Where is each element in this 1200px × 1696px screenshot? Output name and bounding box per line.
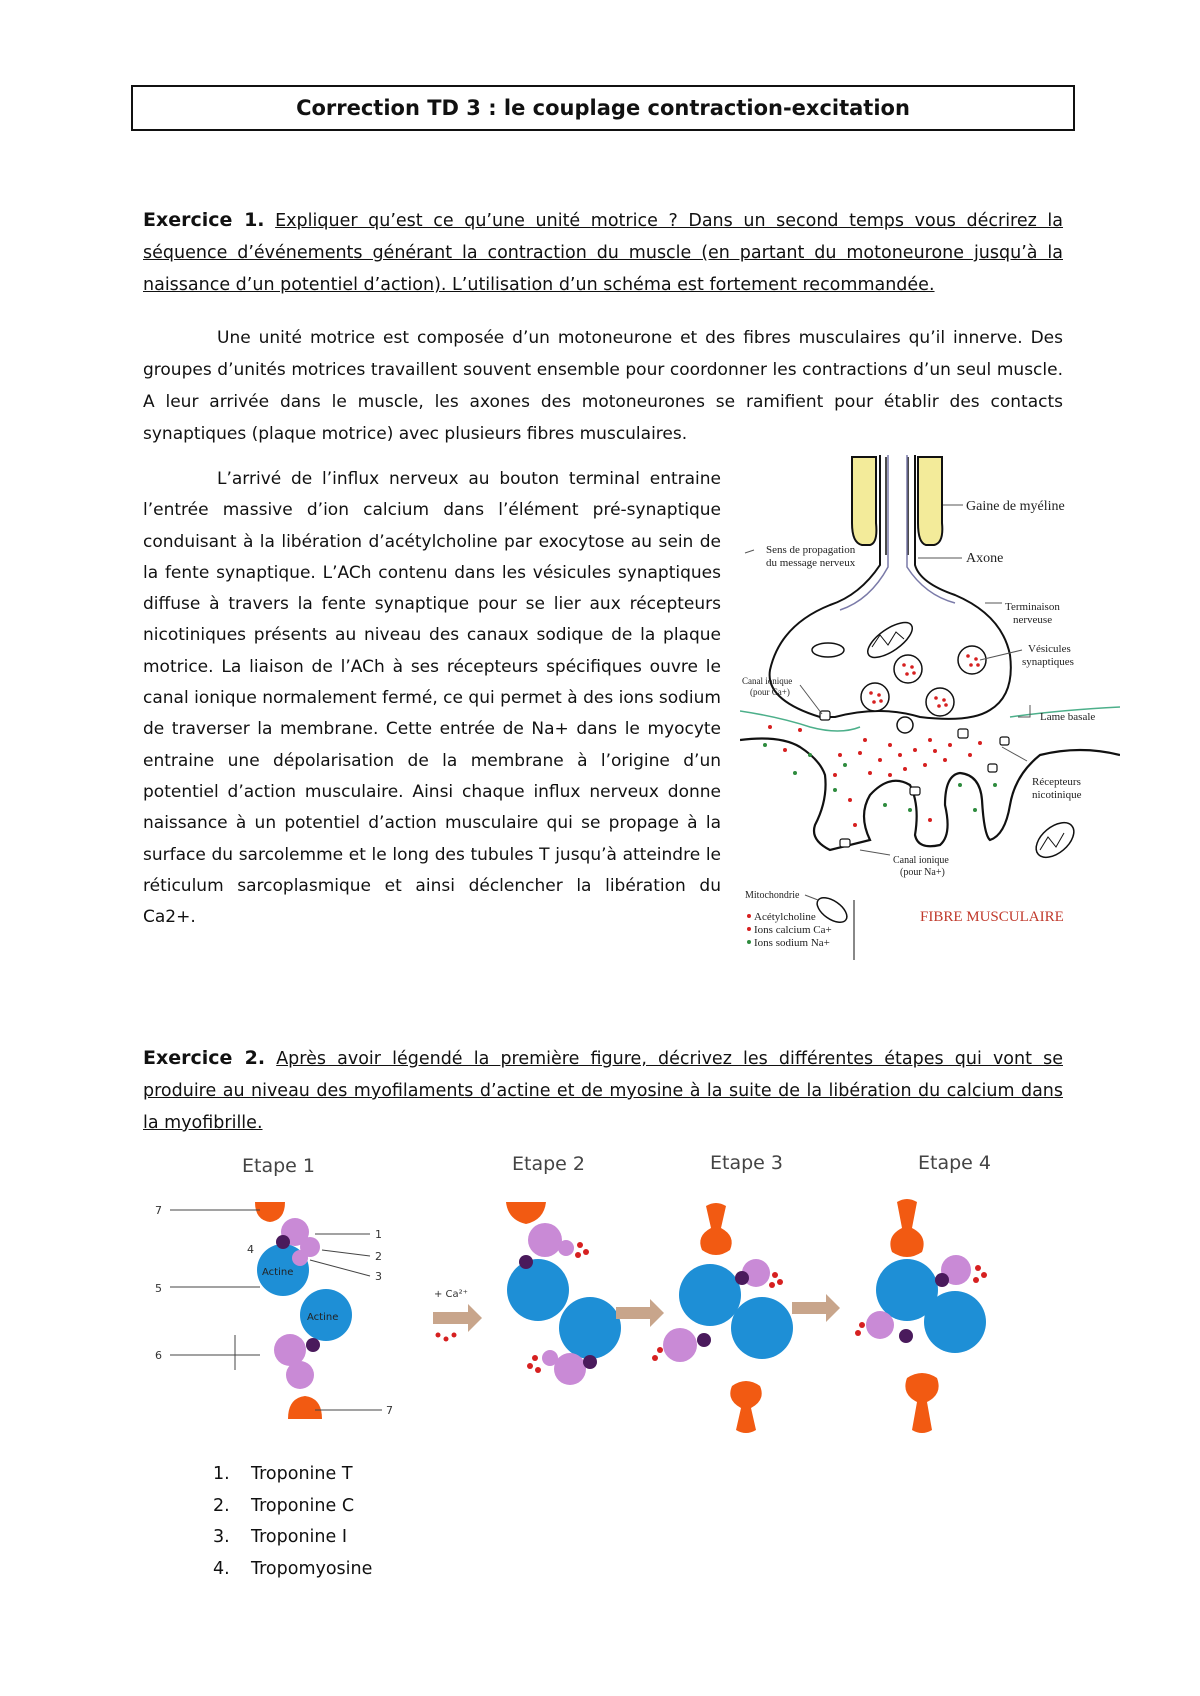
label-lame: Lame basale — [1040, 711, 1096, 723]
step2-troponin-bottom — [554, 1353, 586, 1385]
step3-tropomyosin-top — [735, 1271, 749, 1285]
vesicle-4 — [926, 688, 954, 716]
channels — [820, 711, 1009, 847]
legend-num: 1. — [213, 1464, 230, 1484]
legend-dot-ca — [747, 927, 751, 931]
exercise2-label: Exercice 2. — [143, 1047, 266, 1069]
label-canal-na-2: (pour Na+) — [900, 867, 945, 878]
label-sens-1: Sens de propagation — [766, 544, 856, 556]
step1-troponin-i-top — [292, 1250, 308, 1266]
ca-dot-3 — [452, 1333, 457, 1338]
num-6: 6 — [155, 1349, 162, 1362]
num-1: 1 — [375, 1228, 382, 1241]
step2-troponin-c-top — [558, 1240, 574, 1256]
legend-ca: Ions calcium Ca+ — [754, 924, 832, 936]
legend-text: Troponine I — [251, 1527, 347, 1547]
label-canal-ca-2: (pour Ca+) — [750, 687, 790, 697]
myelin-right — [918, 457, 942, 545]
exercise2-question — [143, 1042, 1063, 1139]
step-title-1: Etape 1 — [242, 1155, 315, 1177]
label-fibre-musculaire: FIBRE MUSCULAIRE — [920, 909, 1064, 925]
legend-text: Troponine T — [251, 1464, 353, 1484]
ach-dots-red — [768, 725, 982, 827]
step-title-3: Etape 3 — [710, 1152, 783, 1174]
label-mitochondrie: Mitochondrie — [745, 890, 800, 901]
arrow-2 — [616, 1299, 664, 1327]
label-recepteurs-1: Récepteurs — [1032, 776, 1081, 788]
step2-troponin-top — [528, 1223, 562, 1257]
arrow-1 — [433, 1304, 482, 1332]
step1-numbers — [155, 1204, 393, 1417]
exercise1-question — [143, 204, 1063, 301]
step4-tropomyosin-top — [935, 1273, 949, 1287]
step1-actine-label-2: Actine — [307, 1312, 339, 1323]
vesicle-1 — [894, 655, 922, 683]
step1-myosin-top — [255, 1202, 285, 1222]
step2-tropomyosin-bottom — [583, 1355, 597, 1369]
ca-label: + Ca²⁺ — [434, 1289, 468, 1300]
label-canal-ca-1: Canal ionique — [742, 676, 793, 686]
legend-ach: Acétylcholine — [754, 911, 816, 923]
legend-dot-ach — [747, 914, 751, 918]
step3-myosin-top — [700, 1203, 731, 1255]
legend-item — [213, 1554, 372, 1586]
ca-dot-2 — [444, 1337, 449, 1342]
step1-myosin-bottom — [288, 1396, 322, 1419]
label-axone: Axone — [966, 551, 1004, 566]
legend-item — [213, 1491, 372, 1523]
step2-actin-1 — [507, 1259, 569, 1321]
synapse-figure — [740, 455, 1120, 960]
step4-myosin-top — [890, 1199, 923, 1257]
label-sens-2: du message nerveux — [766, 557, 856, 569]
exercise1-label: Exercice 1. — [143, 209, 265, 231]
step-2-diagram — [506, 1202, 621, 1385]
legend-num: 2. — [213, 1495, 230, 1516]
num-2: 2 — [375, 1250, 382, 1263]
step2-myosin-top — [506, 1202, 546, 1224]
legend-text: Troponine C — [251, 1495, 355, 1516]
terminal-outline — [770, 455, 1011, 719]
legend-num: 3. — [213, 1527, 230, 1547]
step4-myosin-bottom — [905, 1373, 938, 1433]
exercise1-paragraph-2: L’arrivé de l’influx nerveux au bouton terminal entraine l’entrée massive d’ion calcium dans l’élément pré-synaptique conduisant à la libération d’acétylcholine par exocytose au sein de la fente synaptique. L’ACh contenu dans les vésicules synaptiques diffuse à travers la fente synaptique pour se lier aux récepteurs nicotiniques présents au niveau des canaux sodique de la plaque motrice. La liaison de l’ACh à ses récepteurs spécifiques ouvre le canal ionique normalement fermé, ce qui permet à des ions sodium de traverser la membrane. Cette entrée de Na+ dans le myocyte entraine une dépolarisation de la membrane à l’origine d’un potentiel d’action musculaire. Ainsi chaque influx nerveux donne naissance à un potentiel d’action musculaire qui se propage à la surface du sarcolemme et le long des tubules T jusqu’à atteindre le réticulum sarcoplasmique et ainsi déclencher la libération du Ca2+. — [143, 469, 721, 928]
step4-actin-2 — [924, 1291, 986, 1353]
contraction-steps-figure — [150, 1140, 1050, 1440]
num-3: 3 — [375, 1270, 382, 1283]
na-dots-green — [763, 743, 997, 812]
step2-actin-2 — [559, 1297, 621, 1359]
step1-tropomyosin-bottom — [306, 1338, 320, 1352]
calcium-arrow — [433, 1289, 482, 1342]
step3-myosin-bottom — [730, 1381, 761, 1433]
step3-actin-1 — [679, 1264, 741, 1326]
num-7-bottom: 7 — [386, 1404, 393, 1417]
legend-item — [213, 1522, 372, 1554]
step-3-diagram — [652, 1203, 793, 1433]
ca-dot-1 — [436, 1333, 441, 1338]
num-7-top: 7 — [155, 1204, 162, 1217]
label-terminaison-1: Terminaison — [1005, 601, 1060, 613]
step-titles — [242, 1152, 991, 1177]
step4-troponin-bottom — [866, 1311, 894, 1339]
step1-tropomyosin-top — [276, 1235, 290, 1249]
step3-troponin-bottom — [663, 1328, 697, 1362]
arrow-3 — [792, 1294, 840, 1322]
step-4-diagram — [855, 1199, 987, 1433]
troponin-legend — [213, 1459, 372, 1585]
legend-dot-na — [747, 940, 751, 944]
label-vesicules-2: synaptiques — [1022, 656, 1074, 668]
step4-tropomyosin-bottom — [899, 1329, 913, 1343]
label-gaine: Gaine de myéline — [966, 499, 1065, 514]
step3-tropomyosin-bottom — [697, 1333, 711, 1347]
legend-item — [213, 1459, 372, 1491]
page-title: Correction TD 3 : le couplage contraction-excitation — [131, 85, 1075, 131]
label-canal-na-1: Canal ionique — [893, 855, 949, 866]
num-4: 4 — [247, 1243, 254, 1256]
label-vesicules-1: Vésicules — [1028, 643, 1071, 655]
legend-num: 4. — [213, 1558, 230, 1579]
muscle-mitochondrion-1 — [1030, 816, 1080, 864]
vesicle-3 — [861, 683, 889, 711]
step-title-2: Etape 2 — [512, 1153, 585, 1175]
step1-troponin-c-bottom — [286, 1361, 314, 1389]
label-recepteurs-2: nicotinique — [1032, 789, 1082, 801]
legend-text: Tropomyosine — [251, 1558, 373, 1579]
label-terminaison-2: nerveuse — [1013, 614, 1053, 626]
num-5: 5 — [155, 1282, 162, 1295]
step1-actine-label-1: Actine — [262, 1267, 294, 1278]
step-1-diagram — [155, 1202, 393, 1419]
exercise1-question-text: Expliquer qu’est ce qu’une unité motrice ? Dans un second temps vous décrirez la séquence d’événements générant la contraction du muscle (en partant du motoneurone jusqu’à la naissance d’un potentiel d’action). L’utilisation d’un schéma est fortement recommandée. — [143, 211, 1064, 295]
exercise1-paragraph-1: Une unité motrice est composée d’un motoneurone et des fibres musculaires qu’il innerve. Des groupes d’unités motrices travaillent souvent ensemble pour coordonner les contractions d’un seul muscle. A leur arrivée dans le muscle, les axones des motoneurones se ramifient pour établir des contacts synaptiques (plaque motrice) avec plusieurs fibres musculaires. — [143, 328, 1063, 444]
exocytosis-vesicle — [897, 717, 913, 733]
step3-actin-2 — [731, 1297, 793, 1359]
mitochondrion-2 — [812, 643, 844, 657]
step2-troponin-c-bottom — [542, 1350, 558, 1366]
myelin-left — [852, 457, 876, 545]
step2-tropomyosin-top — [519, 1255, 533, 1269]
exercise2-question-text: Après avoir légendé la première figure, décrivez les différentes étapes qui vont se produire au niveau des myofilaments d’actine et de myosine à la suite de la libération du calcium dans la myofibrille. — [143, 1049, 1063, 1133]
step-title-4: Etape 4 — [918, 1152, 991, 1174]
legend-na: Ions sodium Na+ — [754, 937, 830, 949]
muscle-mitochondrion-2 — [813, 893, 851, 927]
